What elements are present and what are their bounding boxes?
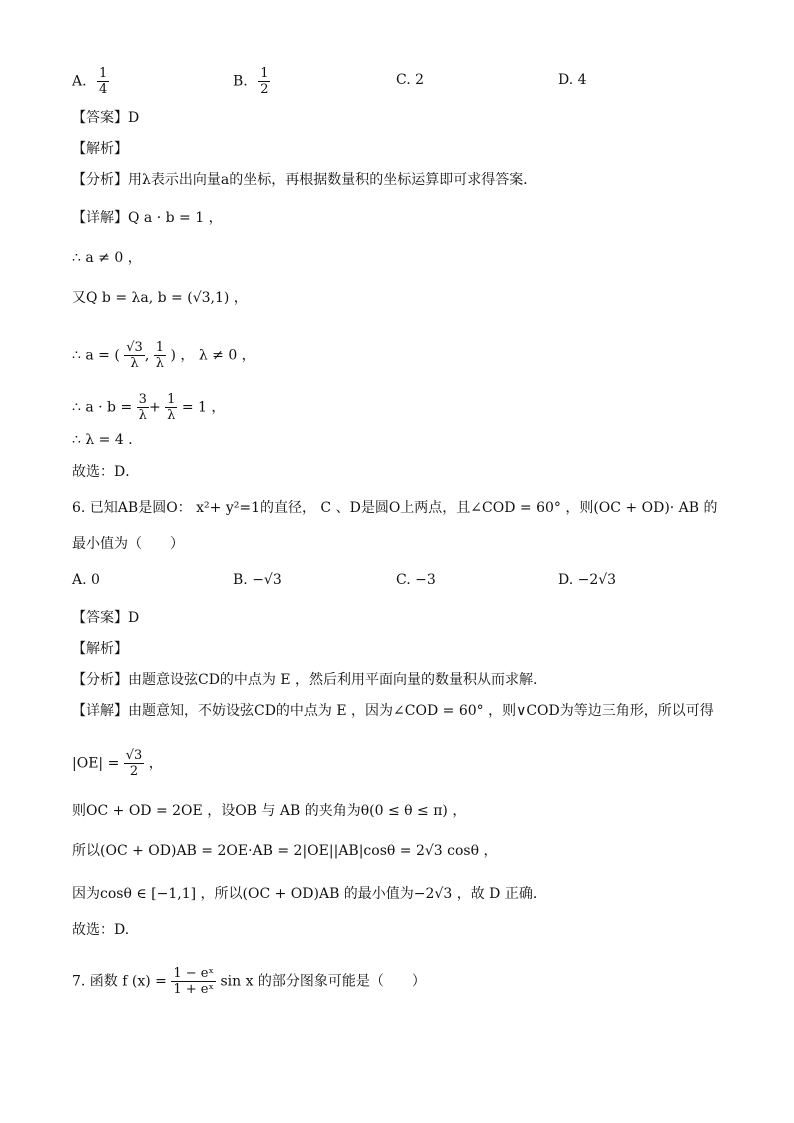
q6-xiangjie: 【详解】由题意知，不妨设弦CD的中点为 E ，因为∠COD = 60° ，则∨COD为等边三角形，所以可得	[72, 703, 714, 719]
q6-oe-length: |OE| = $\frac{√3}{2}$ ，	[72, 748, 163, 779]
q6-answer: 【答案】D	[72, 610, 140, 626]
q5-step-1: 【详解】Q a · b = 1 ，	[72, 210, 223, 226]
q6-line-cos: 因为cosθ ∈ [−1,1] ，所以(OC + OD)AB 的最小值为−2√3 ，故 D 正确.	[72, 886, 538, 902]
q5-option-b: B. $\frac{1}{2}$	[233, 66, 269, 97]
q7-stem: 7. 函数 f (x) = $\frac{\text{1 − eˣ}}{\text{1 + eˣ}}$ sin x 的部分图象可能是（ ）	[72, 966, 426, 997]
q6-analysis-heading: 【解析】	[72, 641, 128, 657]
q6-line-sum: 则OC + OD = 2OE ，设OB 与 AB 的夹角为θ(0 ≤ θ ≤ π) ，	[72, 803, 467, 819]
q6-option-b: B. −√3	[233, 572, 282, 588]
q5-step-5: ∴ a · b = $\frac{3}{\lambda}$ + $\frac{1}{\lambda}$ = 1 ，	[72, 392, 226, 423]
q6-option-c: C. −3	[396, 572, 436, 588]
q5-option-c: C. 2	[396, 72, 425, 88]
q6-fenxi: 【分析】由题意设弦CD的中点为 E ，然后利用平面向量的数量积从而求解.	[72, 672, 538, 688]
q5-answer: 【答案】D	[72, 110, 140, 126]
q6-stem-line1: 6. 已知AB是圆O： x²+ y²=1的直径， C 、D是圆O上两点，且∠COD = 60° ，则(OC + OD)· AB 的	[72, 500, 718, 516]
q6-option-a: A. 0	[72, 572, 100, 588]
q5-step-6: ∴ λ = 4 ．	[72, 432, 143, 448]
q5-option-d: D. 4	[558, 72, 587, 88]
q6-stem-line2: 最小值为（ ）	[72, 536, 184, 552]
q5-step-2: ∴ a ≠ 0 ，	[72, 250, 142, 266]
q5-option-a: A. $\frac{1}{4}$	[72, 66, 108, 97]
q5-fenxi: 【分析】用λ表示出向量a的坐标，再根据数量积的坐标运算即可求得答案．	[72, 172, 538, 188]
q6-option-d: D. −2√3	[558, 572, 617, 588]
q5-step-4: ∴ a = ( $\frac{√3}{\lambda}$ , $\frac{1}{\lambda}$ ) ， λ ≠ 0 ，	[72, 340, 256, 371]
q6-line-prod: 所以(OC + OD)AB = 2OE·AB = 2|OE||AB|cosθ = 2√3 cosθ ，	[72, 843, 498, 859]
q5-choose: 故选：D．	[72, 464, 140, 480]
q6-choose: 故选：D.	[72, 922, 130, 938]
q5-step-3: 又Q b = λa, b = (√3,1) ，	[72, 290, 248, 306]
q5-analysis-heading: 【解析】	[72, 141, 128, 157]
